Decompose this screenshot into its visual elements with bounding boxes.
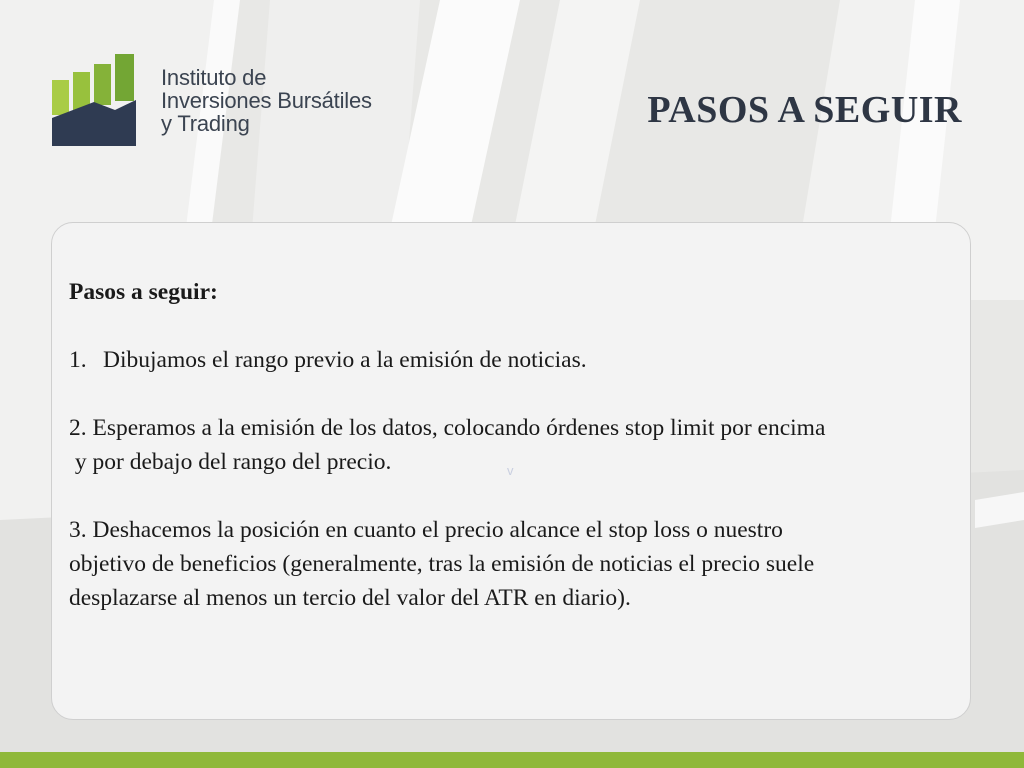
step-2-line-2: y por debajo del rango del precio. — [69, 449, 392, 475]
logo-line-3: y Trading — [161, 111, 250, 136]
content-panel — [51, 222, 971, 720]
bar-chart-logo-icon — [50, 52, 138, 150]
step-1-text: Dibujamos el rango previo a la emisión de noticias. — [103, 347, 587, 373]
footer-accent-bar — [0, 752, 1024, 768]
logo-line-1: Instituto de — [161, 65, 267, 90]
stray-mark: v — [507, 463, 514, 478]
step-2-line-1: 2. Esperamos a la emisión de los datos, colocando órdenes stop limit por encima — [69, 415, 826, 441]
steps-heading: Pasos a seguir: — [69, 279, 218, 305]
steps-text — [69, 275, 959, 615]
logo-line-2: Inversiones Bursátiles — [161, 88, 372, 113]
logo-wordmark — [161, 66, 372, 135]
step-1-number: 1. — [69, 347, 87, 373]
institute-logo — [50, 52, 410, 152]
step-1 — [69, 343, 959, 377]
step-3-line-1: 3. Deshacemos la posición en cuanto el precio alcance el stop loss o nuestro — [69, 517, 783, 543]
step-3-line-2: objetivo de beneficios (generalmente, tras la emisión de noticias el precio suele — [69, 551, 815, 577]
page-title: PASOS A SEGUIR — [647, 89, 962, 131]
step-3-line-3: desplazarse al menos un tercio del valor del ATR en diario). — [69, 585, 631, 611]
